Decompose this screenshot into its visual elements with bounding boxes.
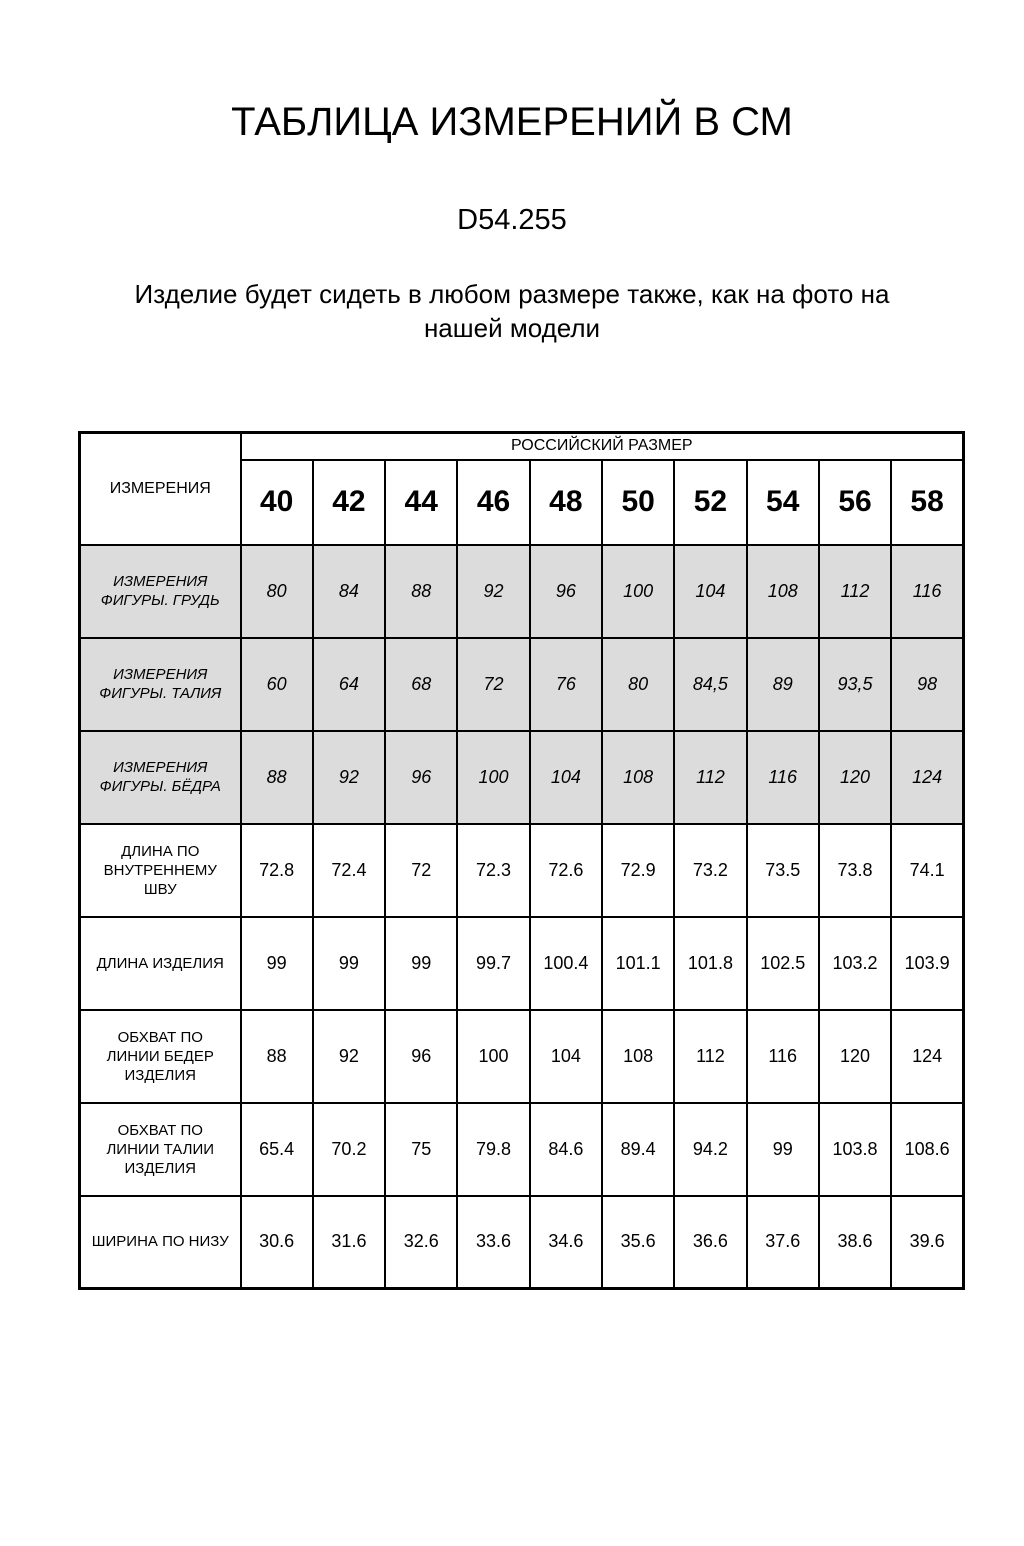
measurement-value: 124 [891, 1010, 963, 1103]
size-column-header: 40 [241, 460, 313, 545]
measurement-value: 92 [457, 545, 529, 638]
measurement-value: 93,5 [819, 638, 891, 731]
row-label: ДЛИНА ИЗДЕЛИЯ [80, 917, 241, 1010]
measurement-value: 104 [530, 731, 602, 824]
size-column-header: 42 [313, 460, 385, 545]
size-column-header: 56 [819, 460, 891, 545]
measurement-value: 96 [530, 545, 602, 638]
measurement-value: 39.6 [891, 1196, 963, 1289]
measurement-value: 101.8 [674, 917, 746, 1010]
measurement-value: 108 [747, 545, 819, 638]
measurement-value: 30.6 [241, 1196, 313, 1289]
measurement-value: 99 [313, 917, 385, 1010]
row-label: ИЗМЕРЕНИЯ ФИГУРЫ. ТАЛИЯ [80, 638, 241, 731]
size-column-header: 50 [602, 460, 674, 545]
measurement-value: 98 [891, 638, 963, 731]
measurement-value: 92 [313, 1010, 385, 1103]
fit-note: Изделие будет сидеть в любом размере также, как на фото на нашей модели [134, 279, 890, 343]
measurement-value: 116 [747, 731, 819, 824]
measurement-value: 31.6 [313, 1196, 385, 1289]
measurement-value: 96 [385, 731, 457, 824]
size-column-header: 54 [747, 460, 819, 545]
row-label: ДЛИНА ПО ВНУТРЕННЕМУ ШВУ [80, 824, 241, 917]
measurement-value: 96 [385, 1010, 457, 1103]
measurement-value: 72.3 [457, 824, 529, 917]
measurement-value: 104 [674, 545, 746, 638]
group-header-row [80, 433, 964, 460]
size-column-header: 48 [530, 460, 602, 545]
measurement-value: 60 [241, 638, 313, 731]
measurement-value: 88 [385, 545, 457, 638]
measurement-value: 103.8 [819, 1103, 891, 1196]
measurement-value: 72 [457, 638, 529, 731]
size-column-header: 52 [674, 460, 746, 545]
measurement-value: 72.8 [241, 824, 313, 917]
measurement-value: 84,5 [674, 638, 746, 731]
measurement-value: 80 [602, 638, 674, 731]
measurement-value: 94.2 [674, 1103, 746, 1196]
table-row [80, 545, 964, 638]
measurement-value: 99 [747, 1103, 819, 1196]
row-label: ШИРИНА ПО НИЗУ [80, 1196, 241, 1289]
measurement-value: 89.4 [602, 1103, 674, 1196]
row-label: ОБХВАТ ПО ЛИНИИ ТАЛИИ ИЗДЕЛИЯ [80, 1103, 241, 1196]
measurement-value: 72.6 [530, 824, 602, 917]
measurement-value: 34.6 [530, 1196, 602, 1289]
measurement-value: 112 [674, 1010, 746, 1103]
measurement-value: 73.2 [674, 824, 746, 917]
measurement-value: 76 [530, 638, 602, 731]
measurement-value: 89 [747, 638, 819, 731]
measurement-value: 70.2 [313, 1103, 385, 1196]
row-label: ИЗМЕРЕНИЯ ФИГУРЫ. ГРУДЬ [80, 545, 241, 638]
measurement-value: 64 [313, 638, 385, 731]
measurement-value: 100 [457, 1010, 529, 1103]
measurement-value: 36.6 [674, 1196, 746, 1289]
measurement-value: 32.6 [385, 1196, 457, 1289]
table-row [80, 824, 964, 917]
measurement-value: 112 [819, 545, 891, 638]
table-row [80, 731, 964, 824]
table-row [80, 638, 964, 731]
measurement-value: 33.6 [457, 1196, 529, 1289]
measurement-value: 88 [241, 1010, 313, 1103]
measurement-value: 84.6 [530, 1103, 602, 1196]
measurement-value: 124 [891, 731, 963, 824]
measurement-value: 72 [385, 824, 457, 917]
size-column-header: 58 [891, 460, 963, 545]
measurement-value: 103.9 [891, 917, 963, 1010]
measurement-value: 92 [313, 731, 385, 824]
measurement-value: 99 [385, 917, 457, 1010]
row-label: ОБХВАТ ПО ЛИНИИ БЕДЕР ИЗДЕЛИЯ [80, 1010, 241, 1103]
measurement-value: 73.5 [747, 824, 819, 917]
measurement-value: 120 [819, 731, 891, 824]
measurement-value: 102.5 [747, 917, 819, 1010]
measurement-value: 120 [819, 1010, 891, 1103]
measurement-value: 72.9 [602, 824, 674, 917]
russian-size-header: РОССИЙСКИЙ РАЗМЕР [241, 433, 964, 460]
measurement-value: 116 [747, 1010, 819, 1103]
article-code: D54.255 [457, 204, 567, 236]
page-title: ТАБЛИЦА ИЗМЕРЕНИЙ В СМ [231, 100, 793, 144]
table-row [80, 917, 964, 1010]
table-row [80, 1103, 964, 1196]
measurement-value: 84 [313, 545, 385, 638]
size-table-container [78, 431, 1024, 1290]
table-row [80, 1010, 964, 1103]
measurement-value: 108.6 [891, 1103, 963, 1196]
measurement-value: 112 [674, 731, 746, 824]
measurement-value: 35.6 [602, 1196, 674, 1289]
measurements-table [78, 431, 965, 1290]
size-column-header: 46 [457, 460, 529, 545]
measurement-value: 108 [602, 1010, 674, 1103]
measurement-value: 103.2 [819, 917, 891, 1010]
measurement-value: 108 [602, 731, 674, 824]
measurement-value: 73.8 [819, 824, 891, 917]
measurement-value: 74.1 [891, 824, 963, 917]
measurement-value: 65.4 [241, 1103, 313, 1196]
measurement-value: 100.4 [530, 917, 602, 1010]
measurement-value: 68 [385, 638, 457, 731]
measurement-value: 99.7 [457, 917, 529, 1010]
measurement-value: 79.8 [457, 1103, 529, 1196]
measurement-value: 88 [241, 731, 313, 824]
measurement-value: 99 [241, 917, 313, 1010]
measurement-value: 104 [530, 1010, 602, 1103]
measurement-value: 37.6 [747, 1196, 819, 1289]
measurement-value: 116 [891, 545, 963, 638]
measurement-value: 72.4 [313, 824, 385, 917]
measurement-value: 100 [602, 545, 674, 638]
size-column-header: 44 [385, 460, 457, 545]
measurement-value: 38.6 [819, 1196, 891, 1289]
measurement-value: 101.1 [602, 917, 674, 1010]
measurements-header-cell: ИЗМЕРЕНИЯ [80, 433, 241, 545]
table-row [80, 1196, 964, 1289]
measurement-value: 75 [385, 1103, 457, 1196]
measurement-value: 80 [241, 545, 313, 638]
measurement-value: 100 [457, 731, 529, 824]
row-label: ИЗМЕРЕНИЯ ФИГУРЫ. БЁДРА [80, 731, 241, 824]
